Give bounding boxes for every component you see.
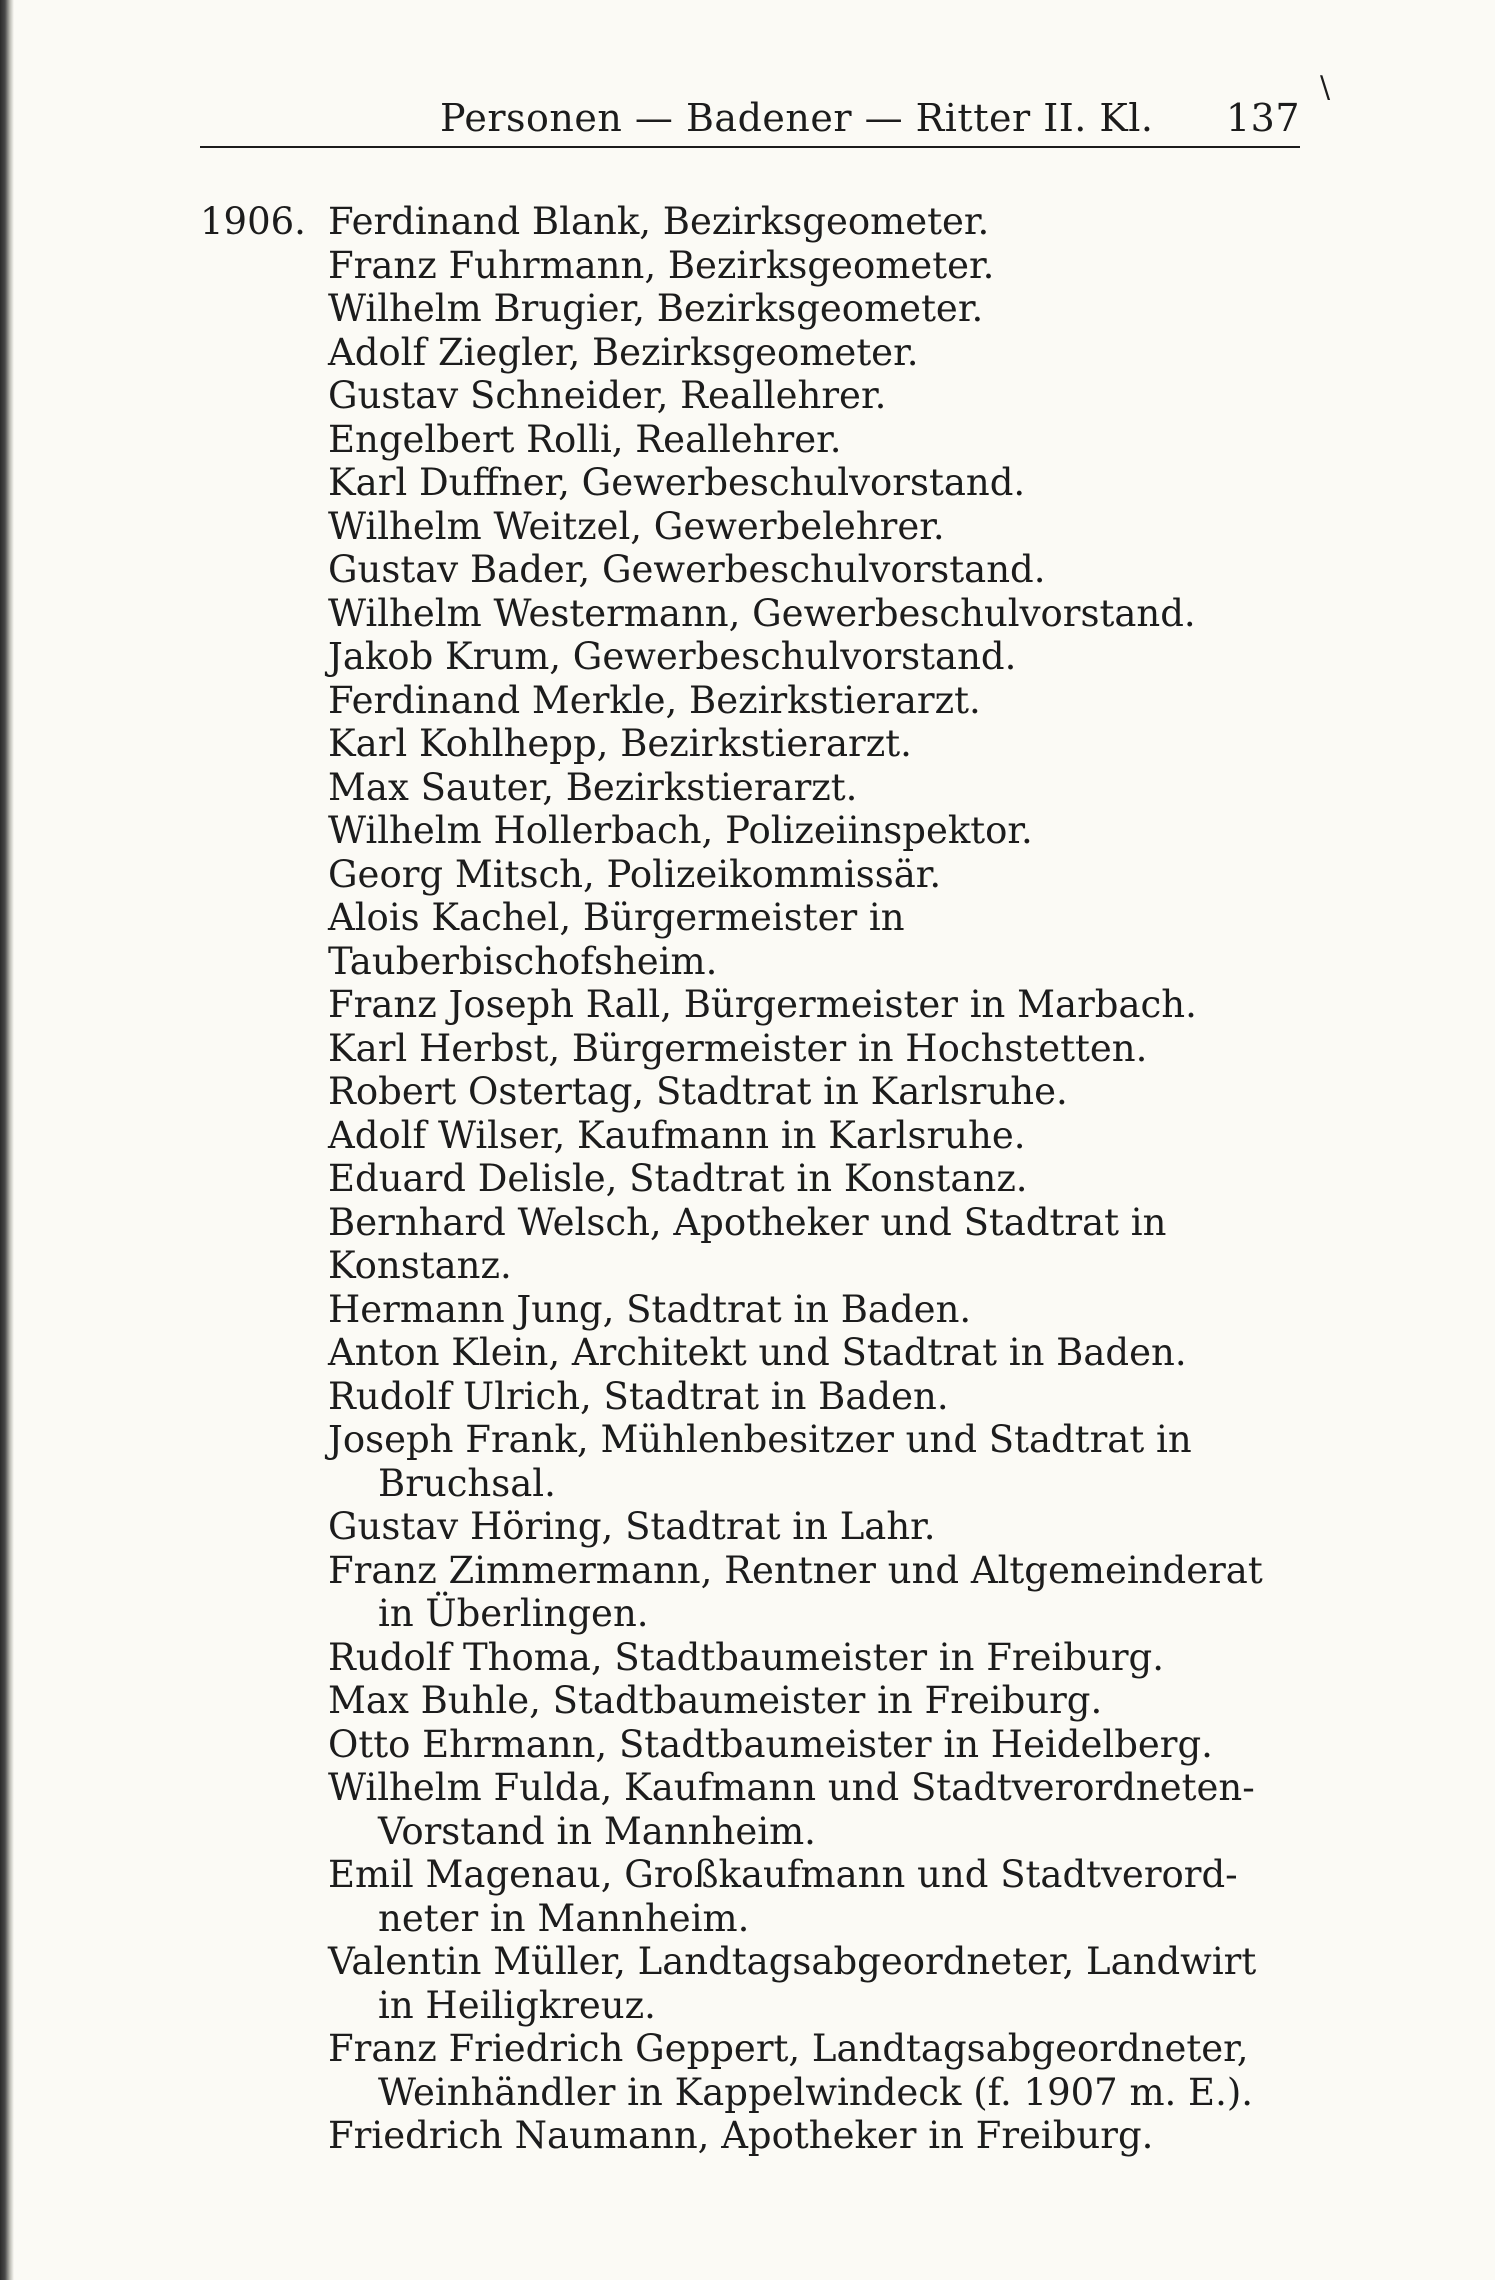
entry-text: Hermann Jung, Stadtrat in Baden. [328, 1287, 972, 1331]
list-item [200, 766, 1300, 810]
list-item [200, 1201, 1300, 1288]
entry-text: Eduard Delisle, Stadtrat in Konstanz. [328, 1157, 1028, 1200]
entry-text: Wilhelm Hollerbach, Polizeiinspektor. [328, 809, 1033, 852]
entry-text: Adolf Wilser, Kaufmann in Karlsruhe. [328, 1113, 1026, 1157]
entry-text: Engelbert Rolli, Reallehrer. [328, 417, 842, 461]
list-item [200, 200, 1300, 244]
entry-continuation: Bruchsal. [378, 1461, 556, 1505]
entry-text: Friedrich Naumann, Apotheker in Freiburg. [328, 2114, 1154, 2157]
list-item [200, 1766, 1300, 1853]
list-item [200, 722, 1300, 766]
list-item [200, 1114, 1300, 1158]
entry-text: Valentin Müller, Landtagsabgeordneter, Landwirt [328, 1940, 1257, 1983]
running-title: Personen — Badener — Ritter II. Kl. [440, 96, 1154, 140]
entry-text: Ferdinand Blank, Bezirksgeometer. [328, 200, 990, 243]
list-item [200, 592, 1300, 636]
entry-text: Anton Klein, Architekt und Stadtrat in Baden. [328, 1331, 1187, 1374]
list-item [200, 1549, 1300, 1636]
list-item [200, 635, 1300, 679]
entry-text: Franz Joseph Rall, Bürgermeister in Marbach. [328, 983, 1197, 1026]
list-item [200, 1679, 1300, 1723]
entry-continuation: Vorstand in Mannheim. [378, 1809, 816, 1853]
list-item [200, 809, 1300, 853]
list-item [200, 896, 1300, 983]
list-item [200, 1853, 1300, 1940]
entry-continuation: in Heiligkreuz. [378, 1983, 656, 2027]
list-item [200, 679, 1300, 723]
list-item [200, 2027, 1300, 2114]
list-item [200, 1723, 1300, 1767]
entry-text: Alois Kachel, Bürgermeister in Tauberbischofsheim. [328, 896, 917, 983]
list-item [200, 374, 1300, 418]
list-item [200, 331, 1300, 375]
entry-text: Franz Zimmermann, Rentner und Altgemeinderat [328, 1548, 1263, 1592]
list-item [200, 1027, 1300, 1071]
binding-edge [0, 0, 14, 2280]
list-item [200, 1940, 1300, 2027]
entry-text: Wilhelm Westermann, Gewerbeschulvorstand. [328, 591, 1196, 635]
entry-text: Emil Magenau, Großkaufmann und Stadtverord- [328, 1853, 1238, 1896]
entry-text: Robert Ostertag, Stadtrat in Karlsruhe. [328, 1070, 1068, 1113]
list-item [200, 1331, 1300, 1375]
entry-continuation: in Überlingen. [378, 1592, 649, 1635]
entry-continuation: Weinhändler in Kappelwindeck (f. 1907 m. E.). [378, 2070, 1254, 2114]
entry-continuation: neter in Mannheim. [378, 1896, 750, 1940]
list-item [200, 1157, 1300, 1201]
page-header [200, 86, 1300, 146]
header-rule [200, 146, 1300, 148]
list-item [200, 983, 1300, 1027]
entry-text: Karl Kohlhepp, Bezirkstierarzt. [328, 722, 912, 765]
entry-text: Wilhelm Weitzel, Gewerbelehrer. [328, 504, 945, 548]
entry-text: Joseph Frank, Mühlenbesitzer und Stadtrat in [328, 1418, 1192, 1461]
entry-text: Max Sauter, Bezirkstierarzt. [328, 765, 858, 809]
list-item [200, 1375, 1300, 1419]
list-item [200, 548, 1300, 592]
year-label: 1906. [200, 200, 306, 243]
list-item [200, 461, 1300, 505]
entry-text: Max Buhle, Stadtbaumeister in Freiburg. [328, 1679, 1103, 1722]
entry-text: Wilhelm Fulda, Kaufmann und Stadtverordneten- [328, 1766, 1255, 1809]
entry-text: Bernhard Welsch, Apotheker und Stadtrat in Konstanz. [328, 1200, 1179, 1287]
entry-list [200, 200, 1300, 2158]
entry-text: Gustav Schneider, Reallehrer. [328, 374, 887, 417]
list-item [200, 244, 1300, 288]
entry-text: Adolf Ziegler, Bezirksgeometer. [328, 330, 919, 374]
entry-text: Rudolf Thoma, Stadtbaumeister in Freiburg. [328, 1635, 1164, 1679]
entry-text: Franz Friedrich Geppert, Landtagsabgeordneter, [328, 2027, 1249, 2070]
list-item [200, 1636, 1300, 1680]
list-item [200, 1505, 1300, 1549]
list-item [200, 1418, 1300, 1505]
list-item [200, 505, 1300, 549]
list-item [200, 2114, 1300, 2158]
entry-text: Rudolf Ulrich, Stadtrat in Baden. [328, 1374, 949, 1418]
list-item [200, 1288, 1300, 1332]
entry-text: Karl Duffner, Gewerbeschulvorstand. [328, 461, 1026, 504]
entry-text: Otto Ehrmann, Stadtbaumeister in Heidelberg. [328, 1722, 1213, 1766]
entry-text: Ferdinand Merkle, Bezirkstierarzt. [328, 678, 981, 722]
list-item [200, 853, 1300, 897]
list-item [200, 287, 1300, 331]
entry-text: Gustav Höring, Stadtrat in Lahr. [328, 1505, 936, 1548]
list-item [200, 1070, 1300, 1114]
page-number: 137 [1225, 96, 1300, 140]
stray-mark: \ [1320, 70, 1331, 105]
entry-text: Karl Herbst, Bürgermeister in Hochstetten. [328, 1026, 1148, 1070]
entry-text: Gustav Bader, Gewerbeschulvorstand. [328, 548, 1046, 591]
list-item [200, 418, 1300, 462]
entry-text: Georg Mitsch, Polizeikommissär. [328, 852, 942, 896]
entry-text: Jakob Krum, Gewerbeschulvorstand. [328, 635, 1017, 678]
entry-text: Wilhelm Brugier, Bezirksgeometer. [328, 287, 984, 330]
entry-text: Franz Fuhrmann, Bezirksgeometer. [328, 243, 995, 287]
